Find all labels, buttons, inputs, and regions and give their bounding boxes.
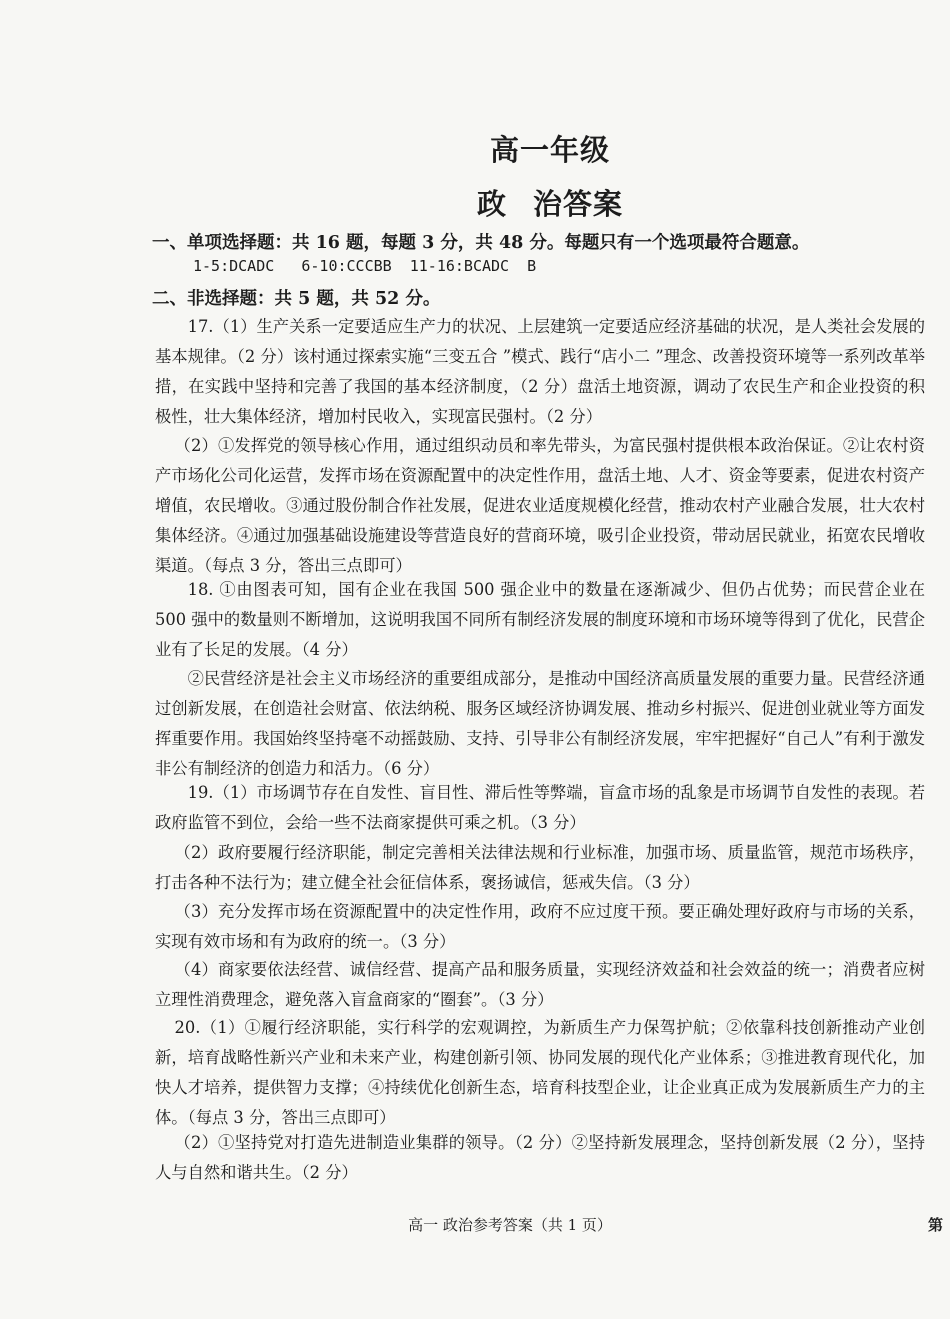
q19-part3 xyxy=(155,897,925,957)
paragraph: 17.（1）生产关系一定要适应生产力的状况、上层建筑一定要适应经济基础的状况，是人类社会发展的基本规律。（2 分）该村通过探索实施“三变五合 ”模式、践行“店小二 ”理念、改善投资环境等一系列改革举措，在实践中坚持和完善了我国的基本经济制度，（2 分）盘活土地资源，调动了农民生产和企业投资的积极性，壮大集体经济，增加村民收入，实现富民强村。（2 分） xyxy=(155,317,925,426)
q19-part1 xyxy=(155,778,925,838)
paragraph: 18. ①由图表可知，国有企业在我国 500 强企业中的数量在逐渐减少、但仍占优势；而民营企业在 500 强中的数量则不断增加，这说明我国不同所有制经济发展的制度环境和市场环境等得到了优化，民营企业有了长足的发展。（4 分） xyxy=(155,580,925,659)
subject-title-part2: 治答案 xyxy=(533,187,624,221)
page-footer: 高一 政治参考答案（共 1 页） xyxy=(408,1216,612,1234)
paragraph: （2）政府要履行经济职能，制定完善相关法律法规和行业标准，加强市场、质量监管，规范市场秩序，打击各种不法行为；建立健全社会征信体系，褒扬诚信，惩戒失信。（3 分） xyxy=(155,843,925,892)
page-number-mark: 第 xyxy=(928,1216,944,1234)
q17-part1 xyxy=(155,312,925,432)
subject-title-part1: 政 xyxy=(476,187,507,221)
paragraph: （4）商家要依法经营、诚信经营、提高产品和服务质量，实现经济效益和社会效益的统一；消费者应树立理性消费理念，避免落入盲盒商家的“圈套”。（3 分） xyxy=(155,960,925,1009)
paragraph: 20.（1）①履行经济职能，实行科学的宏观调控，为新质生产力保驾护航；②依靠科技创新推动产业创新，培育战略性新兴产业和未来产业，构建创新引领、协同发展的现代化产业体系；③推进教育现代化，加快人才培养，提供智力支撑；④持续优化创新生态，培育科技型企业，让企业真正成为发展新质生产力的主体。（每点 3 分，答出三点即可） xyxy=(155,1018,925,1127)
section2-heading: 二、非选择题：共 5 题，共 52 分。 xyxy=(152,289,441,309)
subject-title xyxy=(0,182,950,223)
q20-part1 xyxy=(155,1013,925,1133)
q19-part2 xyxy=(155,838,925,898)
paragraph: （2）①坚持党对打造先进制造业集群的领导。（2 分）②坚持新发展理念，坚持创新发展（2 分），坚持人与自然和谐共生。（2 分） xyxy=(155,1133,925,1182)
grade-title: 高一年级 xyxy=(489,133,610,167)
q18-part1 xyxy=(155,575,925,665)
q20-part2 xyxy=(155,1128,925,1188)
multiple-choice-answers: 1-5:DCADC 6-10:CCCBB 11-16:BCADC B xyxy=(193,257,537,275)
q17-part2 xyxy=(155,431,925,581)
section1-heading: 一、单项选择题：共 16 题，每题 3 分，共 48 分。每题只有一个选项最符合题意。 xyxy=(152,233,810,253)
paragraph: （3）充分发挥市场在资源配置中的决定性作用，政府不应过度干预。要正确处理好政府与市场的关系，实现有效市场和有为政府的统一。（3 分） xyxy=(155,902,925,951)
paragraph: （2）①发挥党的领导核心作用，通过组织动员和率先带头，为富民强村提供根本政治保证。②让农村资产市场化公司化运营，发挥市场在资源配置中的决定性作用，盘活土地、人才、资金等要素，促进农村资产增值，农民增收。③通过股份制合作社发展，促进农业适度规模化经营，推动农村产业融合发展，壮大农村集体经济。④通过加强基础设施建设等营造良好的营商环境，吸引企业投资，带动居民就业，拓宽农民增收渠道。（每点 3 分，答出三点即可） xyxy=(155,436,925,575)
paragraph: 19.（1）市场调节存在自发性、盲目性、滞后性等弊端，盲盒市场的乱象是市场调节自发性的表现。若政府监管不到位，会给一些不法商家提供可乘之机。（3 分） xyxy=(155,783,925,832)
paragraph: ②民营经济是社会主义市场经济的重要组成部分，是推动中国经济高质量发展的重要力量。民营经济通过创新发展，在创造社会财富、依法纳税、服务区域经济协调发展、推动乡村振兴、促进创业就业等方面发挥重要作用。我国始终坚持毫不动摇鼓励、支持、引导非公有制经济发展，牢牢把握好“自己人”有利于激发非公有制经济的创造力和活力。（6 分） xyxy=(155,669,925,778)
q18-part2 xyxy=(155,664,925,784)
q19-part4 xyxy=(155,955,925,1015)
